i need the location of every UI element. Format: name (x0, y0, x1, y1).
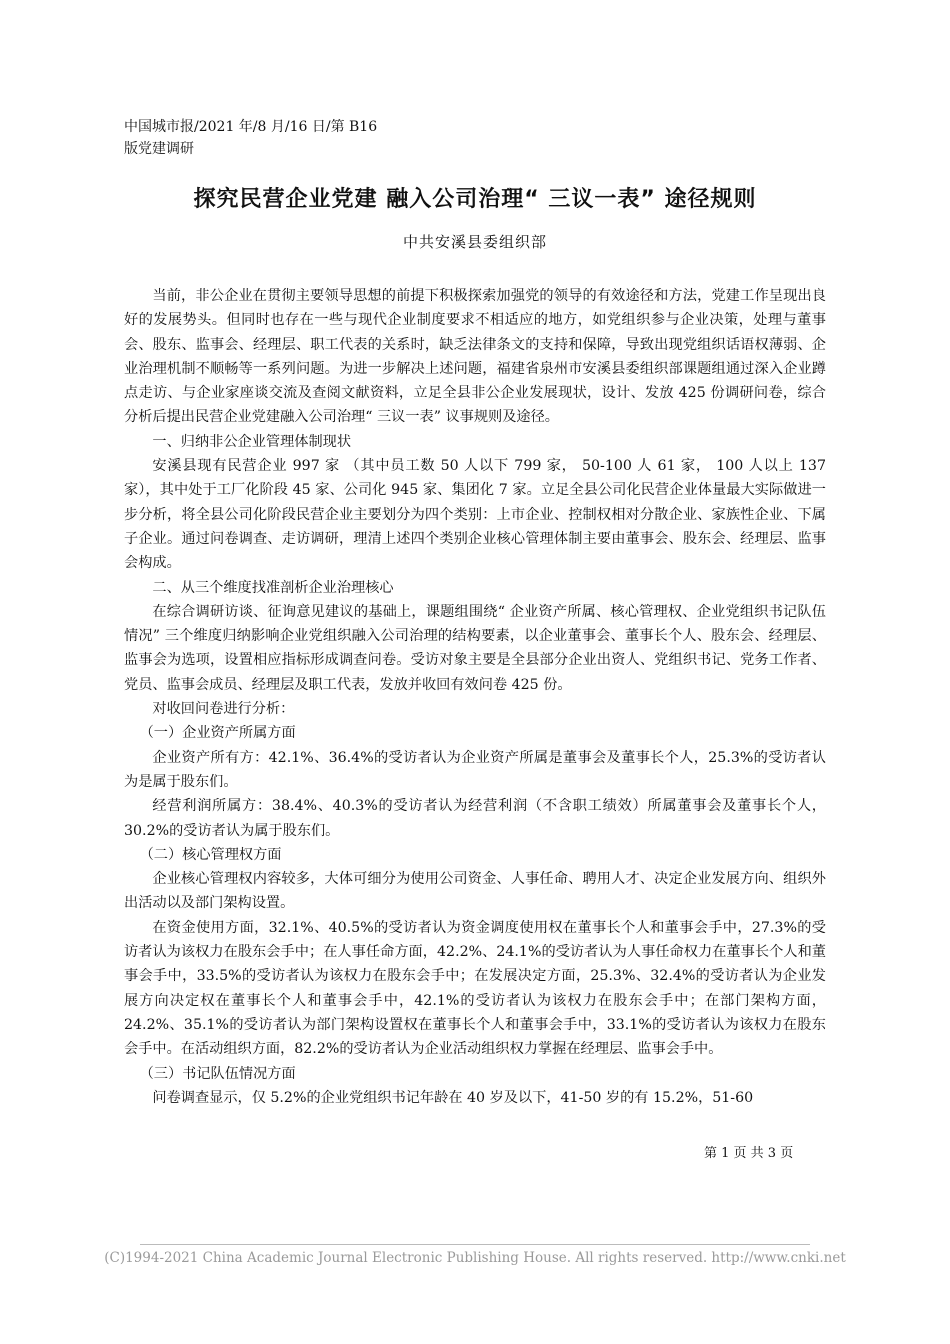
section-heading: 一、归纳非公企业管理体制现状 (152, 433, 352, 450)
paragraph: 经营利润所属方：38.4%、40.3%的受访者认为经营利润（不含职工绩效）所属董事会及董事长个人，30.2%的受访者认为属于股东们。 (124, 798, 826, 839)
page-number: 第 1 页 共 3 页 (704, 1146, 794, 1161)
paragraph: 安溪县现有民营企业 997 家 （其中员工数 50 人以下 799 家， 50-100 人 61 家， 100 人以上 137 家），其中处于工厂化阶段 45 家、公司化 945 家、集团化 7 家。立足全县公司化民营企业体量最大实际做进一步分析，将全县公司化阶段民营企业主要划分为四个类别：上市企业、控制权相对分散企业、家族性企业、下属子企业。通过问卷调查、走访调研，理清上述四个类别企业核心管理体制主要由董事会、股东会、经理层、监事会构成。 (124, 458, 826, 572)
subsection-heading: （一）企业资产所属方面 (139, 725, 296, 742)
paragraph: 企业核心管理权内容较多，大体可细分为使用公司资金、人事任命、聘用人才、决定企业发展方向、组织外出活动以及部门架构设置。 (124, 871, 826, 912)
copyright-notice: (C)1994-2021 China Academic Journal Electronic Publishing House. All rights reserved. http://www.cnki.net (104, 1250, 846, 1266)
section-heading: 二、从三个维度找准剖析企业治理核心 (152, 579, 394, 596)
source-line-2: 版党建调研 (124, 141, 194, 157)
article-author: 中共安溪县委组织部 (402, 233, 547, 251)
source-line (124, 116, 424, 160)
paragraph: 企业资产所有方：42.1%、36.4%的受访者认为企业资产所属是董事会及董事长个人，25.3%的受访者认为是属于股东们。 (124, 749, 826, 790)
article-title: 探究民营企业党建 融入公司治理“ 三议一表” 途径规则 (193, 187, 757, 212)
subsection-heading: （三）书记队伍情况方面 (139, 1065, 296, 1082)
paragraph: 在综合调研访谈、征询意见建议的基础上，课题组围绕“ 企业资产所属、核心管理权、企业党组织书记队伍情况” 三个维度归纳影响企业党组织融入公司治理的结构要素，以企业董事会、董事长个人、股东会、经理层、监事会为选项，设置相应指标形成调查问卷。受访对象主要是全县部分企业出资人、党组织书记、党务工作者、党员、监事会成员、经理层及职工代表，发放并收回有效问卷 425 份。 (124, 603, 826, 693)
paragraph: 当前，非公企业在贯彻主要领导思想的前提下积极探索加强党的领导的有效途径和方法，党建工作呈现出良好的发展势头。但同时也存在一些与现代企业制度要求不相适应的地方，如党组织参与企业决策，处理与董事会、股东、监事会、经理层、职工代表的关系时，缺乏法律条文的支持和保障，导致出现党组织话语权薄弱、企业治理机制不顺畅等一系列问题。为进一步解决上述问题，福建省泉州市安溪县委组织部课题组通过深入企业蹲点走访、与企业家座谈交流及查阅文献资料，立足全县非公企业发展现状，设计、发放 425 份调研问卷，综合分析后提出民营企业党建融入公司治理“ 三议一表” 议事规则及途径。 (124, 288, 826, 426)
subsection-heading: （二）核心管理权方面 (139, 846, 282, 863)
footer-divider (140, 1244, 810, 1245)
paragraph: 对收回问卷进行分析： (152, 701, 295, 718)
source-line-1: 中国城市报/2021 年/8 月/16 日/第 B16 (124, 119, 378, 135)
paragraph: 在资金使用方面，32.1%、40.5%的受访者认为资金调度使用权在董事长个人和董事会手中，27.3%的受访者认为该权力在股东会手中；在人事任命方面，42.2%、24.1%的受访者认为人事任命权力在董事长个人和董事会手中，33.5%的受访者认为该权力在股东会手中；在发展决定方面，25.3%、32.4%的受访者认为企业发展方向决定权在董事长个人和董事会手中，42.1%的受访者认为该权力在股东会手中；在部门架构方面，24.2%、35.1%的受访者认为部门架构设置权在董事长个人和董事会手中，33.1%的受访者认为该权力在股东会手中。在活动组织方面，82.2%的受访者认为企业活动组织权力掌握在经理层、监事会手中。 (124, 919, 826, 1058)
article-body (124, 284, 826, 1110)
paragraph: 问卷调查显示，仅 5.2%的企业党组织书记年龄在 40 岁及以下，41-50 岁的有 15.2%，51-60 (152, 1089, 754, 1106)
